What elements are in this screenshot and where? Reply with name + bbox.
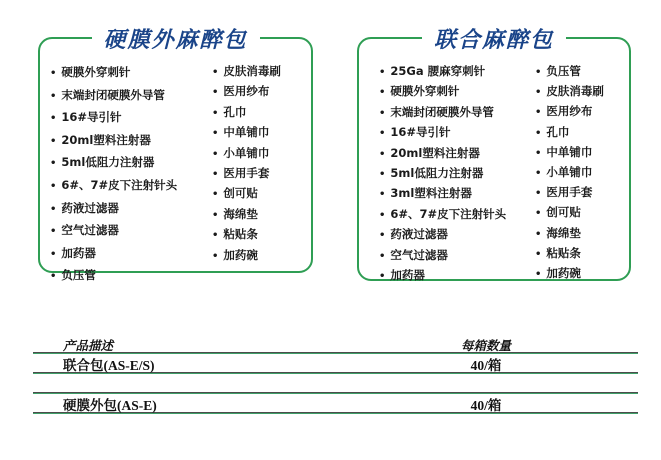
panel-combined-kit [357,27,631,283]
kit-item: • 空气过滤器 [379,246,506,266]
kit-item: • 医用手套 [535,183,604,203]
kit-item: • 粘贴条 [212,225,281,245]
panel-title-epidural: 硬膜外麻醉包 [91,23,259,54]
table-header-description: 产品描述 [63,338,114,353]
table-header-row [33,336,638,352]
kit-item: • 海绵垫 [212,205,281,225]
kit-item: • 皮肤消毒刷 [212,62,281,82]
product-description: 联合包(AS-E/S) [63,358,155,373]
kit-item: • 粘贴条 [535,244,604,264]
product-quantity: 40/箱 [470,358,502,373]
kit-item: • 加药器 [50,243,177,266]
kit-item: • 6#、7#皮下注射针头 [379,205,506,225]
kit-item: • 空气过滤器 [50,220,177,243]
kit-item: • 药液过滤器 [50,198,177,221]
table-row [33,354,638,372]
kit-item: • 20ml塑料注射器 [50,130,177,153]
kit-item: • 6#、7#皮下注射针头 [50,175,177,198]
kit-item: • 负压管 [535,62,604,82]
kit-item: • 16#导引针 [50,107,177,130]
kit-item: • 负压管 [50,265,177,288]
kit-item: • 医用纱布 [535,102,604,122]
kit-item: • 小单铺巾 [535,163,604,183]
panel-title-combined: 联合麻醉包 [422,23,566,54]
product-description: 硬膜外包(AS-E) [63,398,157,413]
combined-kit-right-column [535,62,604,284]
kit-item: • 孔巾 [212,103,281,123]
kit-item: • 创可贴 [535,203,604,223]
kit-item: • 5ml低阻力注射器 [50,152,177,175]
kit-item: • 孔巾 [535,123,604,143]
kit-item: • 加药碗 [212,246,281,266]
kit-item: • 小单铺巾 [212,144,281,164]
kit-item: • 5ml低阻力注射器 [379,164,506,184]
panel-epidural-kit [38,27,313,283]
kit-item: • 皮肤消毒刷 [535,82,604,102]
kit-item: • 创可贴 [212,184,281,204]
table-gap [33,374,638,392]
combined-kit-left-column [379,62,506,286]
kit-item: • 加药碗 [535,264,604,284]
kit-item: • 16#导引针 [379,123,506,143]
kit-item: • 中单铺巾 [535,143,604,163]
kit-item: • 硬膜外穿刺针 [50,62,177,85]
product-table [33,336,638,414]
kit-item: • 加药器 [379,266,506,286]
kit-item: • 硬膜外穿刺针 [379,82,506,102]
epidural-kit-left-column [50,62,177,288]
kit-item: • 末端封闭硬膜外导管 [50,85,177,108]
kit-item: • 医用纱布 [212,82,281,102]
kit-item: • 3ml塑料注射器 [379,184,506,204]
table-header-quantity: 每箱数量 [460,338,511,353]
kit-item: • 医用手套 [212,164,281,184]
kit-item: • 25Ga 腰麻穿刺针 [379,62,506,82]
table-row [33,394,638,412]
product-quantity: 40/箱 [470,398,502,413]
kit-item: • 末端封闭硬膜外导管 [379,103,506,123]
kit-item: • 海绵垫 [535,224,604,244]
kit-item: • 20ml塑料注射器 [379,144,506,164]
kit-item: • 药液过滤器 [379,225,506,245]
kit-item: • 中单铺巾 [212,123,281,143]
epidural-kit-right-column [212,62,281,266]
